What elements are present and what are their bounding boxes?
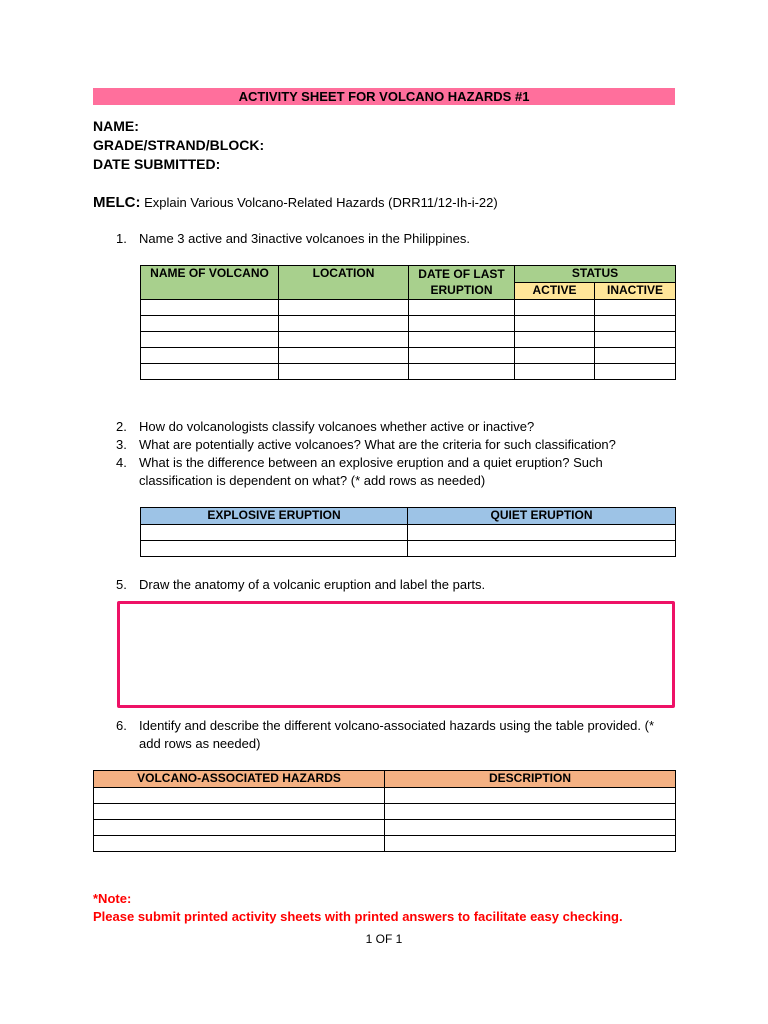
cell[interactable]: [515, 300, 595, 316]
table-row: [141, 316, 676, 332]
grade-strand-block-label: GRADE/STRAND/BLOCK:: [93, 137, 265, 153]
col-description: DESCRIPTION: [385, 771, 676, 788]
question-text: Draw the anatomy of a volcanic eruption and label the parts.: [139, 577, 486, 592]
question-text-line2: add rows as needed): [139, 736, 261, 751]
cell[interactable]: [141, 525, 408, 541]
cell[interactable]: [141, 300, 279, 316]
table-row: [141, 332, 676, 348]
cell[interactable]: [141, 541, 408, 557]
cell[interactable]: [409, 300, 515, 316]
cell[interactable]: [94, 804, 385, 820]
table-row: [141, 525, 676, 541]
cell[interactable]: [595, 332, 676, 348]
sheet-title: ACTIVITY SHEET FOR VOLCANO HAZARDS #1: [93, 88, 675, 105]
cell[interactable]: [279, 300, 409, 316]
col-quiet-eruption: QUIET ERUPTION: [408, 508, 676, 525]
cell[interactable]: [279, 348, 409, 364]
question-number: 3.: [116, 437, 127, 452]
table-row: [94, 820, 676, 836]
cell[interactable]: [408, 541, 676, 557]
table-row: [94, 836, 676, 852]
name-field-label: NAME:: [93, 118, 139, 134]
table-row: [141, 300, 676, 316]
eruption-table: [140, 507, 676, 557]
cell[interactable]: [385, 836, 676, 852]
table-row: [141, 541, 676, 557]
question-text-line2: classification is dependent on what? (* add rows as needed): [139, 473, 486, 488]
cell[interactable]: [595, 364, 676, 380]
table-row: [141, 364, 676, 380]
cell[interactable]: [141, 364, 279, 380]
cell[interactable]: [515, 316, 595, 332]
question-number: 6.: [116, 718, 127, 733]
cell[interactable]: [595, 300, 676, 316]
cell[interactable]: [515, 348, 595, 364]
question-3: [116, 436, 676, 454]
question-5: [116, 576, 676, 594]
col-date-of-last-eruption: DATE OF LAST ERUPTION: [409, 266, 515, 300]
cell[interactable]: [279, 364, 409, 380]
melc-text: Explain Various Volcano-Related Hazards (DRR11/12-Ih-i-22): [144, 195, 498, 210]
col-inactive: INACTIVE: [595, 283, 676, 300]
cell[interactable]: [94, 836, 385, 852]
cell[interactable]: [279, 332, 409, 348]
note-label: *Note:: [93, 891, 132, 906]
col-explosive-eruption: EXPLOSIVE ERUPTION: [141, 508, 408, 525]
question-number: 2.: [116, 419, 127, 434]
table-row: [94, 804, 676, 820]
cell[interactable]: [409, 332, 515, 348]
cell[interactable]: [385, 820, 676, 836]
col-status: STATUS: [515, 266, 676, 283]
question-1: [116, 230, 676, 248]
date-submitted-label: DATE SUBMITTED:: [93, 156, 221, 172]
question-text-line1: Identify and describe the different volcano-associated hazards using the table provided. (*: [139, 718, 655, 733]
col-volcano-associated-hazards: VOLCANO-ASSOCIATED HAZARDS: [94, 771, 385, 788]
question-text: How do volcanologists classify volcanoes whether active or inactive?: [139, 419, 535, 434]
question-number: 4.: [116, 455, 127, 470]
question-number: 5.: [116, 577, 127, 592]
volcano-table: [140, 265, 676, 380]
cell[interactable]: [385, 804, 676, 820]
table-row: [94, 788, 676, 804]
cell[interactable]: [385, 788, 676, 804]
col-name-of-volcano: NAME OF VOLCANO: [141, 266, 279, 300]
col-location: LOCATION: [279, 266, 409, 300]
cell[interactable]: [515, 364, 595, 380]
melc-line: [93, 194, 498, 211]
cell[interactable]: [595, 348, 676, 364]
cell[interactable]: [94, 788, 385, 804]
drawing-area-box[interactable]: [117, 601, 675, 708]
cell[interactable]: [94, 820, 385, 836]
page-number: 1 OF 1: [365, 932, 403, 946]
cell[interactable]: [141, 332, 279, 348]
question-text: What are potentially active volcanoes? What are the criteria for such classification?: [139, 437, 616, 452]
melc-label: MELC:: [93, 194, 141, 211]
cell[interactable]: [408, 525, 676, 541]
hazards-table: [93, 770, 676, 852]
cell[interactable]: [141, 316, 279, 332]
cell[interactable]: [279, 316, 409, 332]
cell[interactable]: [409, 348, 515, 364]
table-row: [141, 348, 676, 364]
question-text-line1: What is the difference between an explosive eruption and a quiet eruption? Such: [139, 455, 603, 470]
cell[interactable]: [141, 348, 279, 364]
question-4: [116, 454, 676, 490]
cell[interactable]: [409, 316, 515, 332]
question-text: Name 3 active and 3inactive volcanoes in the Philippines.: [139, 231, 470, 246]
col-active: ACTIVE: [515, 283, 595, 300]
question-2: [116, 418, 676, 436]
question-6: [116, 717, 676, 753]
cell[interactable]: [515, 332, 595, 348]
note-text: Please submit printed activity sheets with printed answers to facilitate easy checking.: [93, 909, 623, 924]
cell[interactable]: [595, 316, 676, 332]
question-number: 1.: [116, 231, 127, 246]
cell[interactable]: [409, 364, 515, 380]
